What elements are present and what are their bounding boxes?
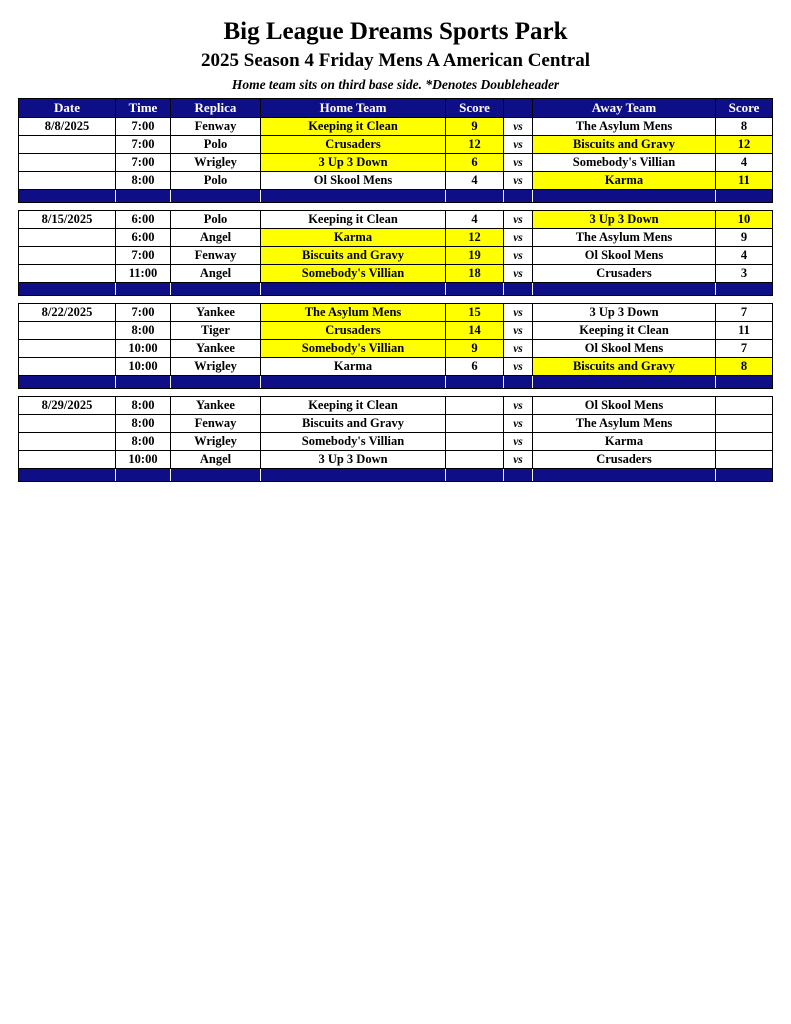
- date-cell: [19, 265, 116, 283]
- date-cell: [19, 433, 116, 451]
- vs-cell: vs: [504, 211, 533, 229]
- vs-cell: vs: [504, 229, 533, 247]
- separator-cell: [19, 469, 116, 482]
- spacer-row: [19, 203, 773, 211]
- replica-cell: Polo: [171, 136, 261, 154]
- separator-cell: [261, 376, 446, 389]
- separator-cell: [116, 283, 171, 296]
- away-score-cell: 12: [716, 136, 773, 154]
- away-score-cell: [716, 397, 773, 415]
- home-score-cell: 18: [446, 265, 504, 283]
- home-team-cell: Karma: [261, 358, 446, 376]
- home-score-cell: 4: [446, 172, 504, 190]
- separator-cell: [446, 376, 504, 389]
- game-row: [19, 247, 773, 265]
- game-row: [19, 451, 773, 469]
- spacer-row: [19, 296, 773, 304]
- separator-cell: [116, 376, 171, 389]
- away-team-cell: Ol Skool Mens: [533, 397, 716, 415]
- game-row: [19, 358, 773, 376]
- separator-cell: [716, 190, 773, 203]
- replica-cell: Polo: [171, 211, 261, 229]
- date-cell: [19, 172, 116, 190]
- home-team-cell: Karma: [261, 229, 446, 247]
- header-away-score: Score: [716, 99, 773, 118]
- time-cell: 10:00: [116, 451, 171, 469]
- game-row: [19, 433, 773, 451]
- separator-row: [19, 469, 773, 482]
- home-score-cell: [446, 451, 504, 469]
- separator-row: [19, 283, 773, 296]
- spacer-row: [19, 389, 773, 397]
- date-cell: [19, 229, 116, 247]
- separator-cell: [116, 469, 171, 482]
- spacer-cell: [19, 203, 773, 211]
- date-cell: [19, 451, 116, 469]
- replica-cell: Tiger: [171, 322, 261, 340]
- spacer-cell: [19, 389, 773, 397]
- separator-cell: [533, 376, 716, 389]
- home-score-cell: [446, 433, 504, 451]
- time-cell: 8:00: [116, 322, 171, 340]
- replica-cell: Yankee: [171, 340, 261, 358]
- home-team-cell: Ol Skool Mens: [261, 172, 446, 190]
- game-row: [19, 397, 773, 415]
- away-score-cell: 8: [716, 118, 773, 136]
- home-score-cell: 12: [446, 229, 504, 247]
- home-team-note: Home team sits on third base side. *Denotes Doubleheader: [231, 77, 560, 92]
- separator-cell: [171, 283, 261, 296]
- vs-cell: vs: [504, 154, 533, 172]
- game-row: [19, 340, 773, 358]
- header-vs: [504, 99, 533, 118]
- header-replica: Replica: [171, 99, 261, 118]
- replica-cell: Fenway: [171, 118, 261, 136]
- header-away-team: Away Team: [533, 99, 716, 118]
- game-row: [19, 118, 773, 136]
- table-header-row: [19, 99, 773, 118]
- separator-cell: [19, 190, 116, 203]
- page-header: [0, 0, 791, 95]
- separator-cell: [19, 376, 116, 389]
- separator-cell: [19, 283, 116, 296]
- replica-cell: Fenway: [171, 415, 261, 433]
- game-row: [19, 154, 773, 172]
- separator-cell: [261, 283, 446, 296]
- separator-cell: [171, 190, 261, 203]
- replica-cell: Yankee: [171, 397, 261, 415]
- date-cell: 8/22/2025: [19, 304, 116, 322]
- vs-cell: vs: [504, 433, 533, 451]
- replica-cell: Angel: [171, 451, 261, 469]
- home-score-cell: 6: [446, 358, 504, 376]
- away-score-cell: 3: [716, 265, 773, 283]
- away-score-cell: 4: [716, 154, 773, 172]
- separator-cell: [533, 190, 716, 203]
- replica-cell: Wrigley: [171, 358, 261, 376]
- home-team-cell: Keeping it Clean: [261, 211, 446, 229]
- away-team-cell: The Asylum Mens: [533, 118, 716, 136]
- time-cell: 10:00: [116, 358, 171, 376]
- home-team-cell: The Asylum Mens: [261, 304, 446, 322]
- vs-cell: vs: [504, 247, 533, 265]
- time-cell: 8:00: [116, 397, 171, 415]
- schedule-table: [18, 98, 773, 482]
- home-team-cell: Somebody's Villian: [261, 433, 446, 451]
- separator-cell: [504, 283, 533, 296]
- home-team-cell: Somebody's Villian: [261, 340, 446, 358]
- replica-cell: Wrigley: [171, 433, 261, 451]
- header-date: Date: [19, 99, 116, 118]
- date-cell: [19, 415, 116, 433]
- time-cell: 7:00: [116, 304, 171, 322]
- replica-cell: Polo: [171, 172, 261, 190]
- replica-cell: Fenway: [171, 247, 261, 265]
- page-title: Big League Dreams Sports Park: [223, 18, 568, 45]
- game-row: [19, 304, 773, 322]
- away-score-cell: 7: [716, 340, 773, 358]
- away-score-cell: [716, 415, 773, 433]
- vs-cell: vs: [504, 451, 533, 469]
- separator-cell: [261, 190, 446, 203]
- time-cell: 10:00: [116, 340, 171, 358]
- separator-row: [19, 376, 773, 389]
- home-team-cell: Biscuits and Gravy: [261, 415, 446, 433]
- away-team-cell: Biscuits and Gravy: [533, 358, 716, 376]
- home-score-cell: 9: [446, 340, 504, 358]
- separator-cell: [504, 376, 533, 389]
- date-cell: [19, 322, 116, 340]
- time-cell: 8:00: [116, 172, 171, 190]
- date-cell: 8/29/2025: [19, 397, 116, 415]
- away-score-cell: [716, 433, 773, 451]
- vs-cell: vs: [504, 172, 533, 190]
- game-row: [19, 229, 773, 247]
- separator-cell: [504, 469, 533, 482]
- replica-cell: Wrigley: [171, 154, 261, 172]
- time-cell: 8:00: [116, 415, 171, 433]
- away-team-cell: The Asylum Mens: [533, 229, 716, 247]
- game-row: [19, 211, 773, 229]
- date-cell: [19, 340, 116, 358]
- home-score-cell: 9: [446, 118, 504, 136]
- away-team-cell: Somebody's Villian: [533, 154, 716, 172]
- away-team-cell: Ol Skool Mens: [533, 247, 716, 265]
- separator-cell: [716, 376, 773, 389]
- away-score-cell: [716, 451, 773, 469]
- time-cell: 7:00: [116, 247, 171, 265]
- separator-cell: [171, 376, 261, 389]
- away-team-cell: 3 Up 3 Down: [533, 304, 716, 322]
- spacer-cell: [19, 296, 773, 304]
- header-home-team: Home Team: [261, 99, 446, 118]
- home-score-cell: 4: [446, 211, 504, 229]
- away-team-cell: Biscuits and Gravy: [533, 136, 716, 154]
- replica-cell: Yankee: [171, 304, 261, 322]
- game-row: [19, 415, 773, 433]
- date-cell: 8/8/2025: [19, 118, 116, 136]
- vs-cell: vs: [504, 136, 533, 154]
- game-row: [19, 172, 773, 190]
- separator-cell: [504, 190, 533, 203]
- away-team-cell: Ol Skool Mens: [533, 340, 716, 358]
- away-score-cell: 11: [716, 172, 773, 190]
- separator-cell: [446, 190, 504, 203]
- vs-cell: vs: [504, 397, 533, 415]
- home-score-cell: 14: [446, 322, 504, 340]
- away-score-cell: 11: [716, 322, 773, 340]
- away-team-cell: The Asylum Mens: [533, 415, 716, 433]
- home-team-cell: 3 Up 3 Down: [261, 451, 446, 469]
- away-team-cell: Karma: [533, 172, 716, 190]
- separator-cell: [716, 469, 773, 482]
- time-cell: 7:00: [116, 154, 171, 172]
- separator-cell: [171, 469, 261, 482]
- home-score-cell: 6: [446, 154, 504, 172]
- date-cell: [19, 247, 116, 265]
- home-team-cell: Keeping it Clean: [261, 118, 446, 136]
- date-cell: [19, 154, 116, 172]
- home-score-cell: 15: [446, 304, 504, 322]
- away-team-cell: Keeping it Clean: [533, 322, 716, 340]
- time-cell: 6:00: [116, 211, 171, 229]
- vs-cell: vs: [504, 340, 533, 358]
- home-team-cell: Somebody's Villian: [261, 265, 446, 283]
- home-team-cell: Crusaders: [261, 136, 446, 154]
- home-score-cell: [446, 397, 504, 415]
- page-subtitle: 2025 Season 4 Friday Mens A American Central: [201, 50, 590, 71]
- separator-cell: [533, 469, 716, 482]
- home-team-cell: 3 Up 3 Down: [261, 154, 446, 172]
- away-team-cell: Crusaders: [533, 265, 716, 283]
- home-team-cell: Keeping it Clean: [261, 397, 446, 415]
- header-home-score: Score: [446, 99, 504, 118]
- home-score-cell: [446, 415, 504, 433]
- time-cell: 7:00: [116, 118, 171, 136]
- date-cell: 8/15/2025: [19, 211, 116, 229]
- separator-cell: [533, 283, 716, 296]
- away-score-cell: 10: [716, 211, 773, 229]
- separator-cell: [446, 469, 504, 482]
- away-team-cell: Crusaders: [533, 451, 716, 469]
- date-cell: [19, 358, 116, 376]
- home-team-cell: Biscuits and Gravy: [261, 247, 446, 265]
- vs-cell: vs: [504, 415, 533, 433]
- vs-cell: vs: [504, 322, 533, 340]
- vs-cell: vs: [504, 358, 533, 376]
- time-cell: 8:00: [116, 433, 171, 451]
- vs-cell: vs: [504, 304, 533, 322]
- away-score-cell: 8: [716, 358, 773, 376]
- game-row: [19, 136, 773, 154]
- time-cell: 11:00: [116, 265, 171, 283]
- game-row: [19, 265, 773, 283]
- vs-cell: vs: [504, 118, 533, 136]
- time-cell: 7:00: [116, 136, 171, 154]
- game-row: [19, 322, 773, 340]
- separator-cell: [716, 283, 773, 296]
- vs-cell: vs: [504, 265, 533, 283]
- separator-cell: [261, 469, 446, 482]
- separator-row: [19, 190, 773, 203]
- away-score-cell: 7: [716, 304, 773, 322]
- separator-cell: [116, 190, 171, 203]
- replica-cell: Angel: [171, 265, 261, 283]
- time-cell: 6:00: [116, 229, 171, 247]
- date-cell: [19, 136, 116, 154]
- home-score-cell: 12: [446, 136, 504, 154]
- away-team-cell: Karma: [533, 433, 716, 451]
- away-team-cell: 3 Up 3 Down: [533, 211, 716, 229]
- away-score-cell: 9: [716, 229, 773, 247]
- replica-cell: Angel: [171, 229, 261, 247]
- home-score-cell: 19: [446, 247, 504, 265]
- header-time: Time: [116, 99, 171, 118]
- away-score-cell: 4: [716, 247, 773, 265]
- home-team-cell: Crusaders: [261, 322, 446, 340]
- separator-cell: [446, 283, 504, 296]
